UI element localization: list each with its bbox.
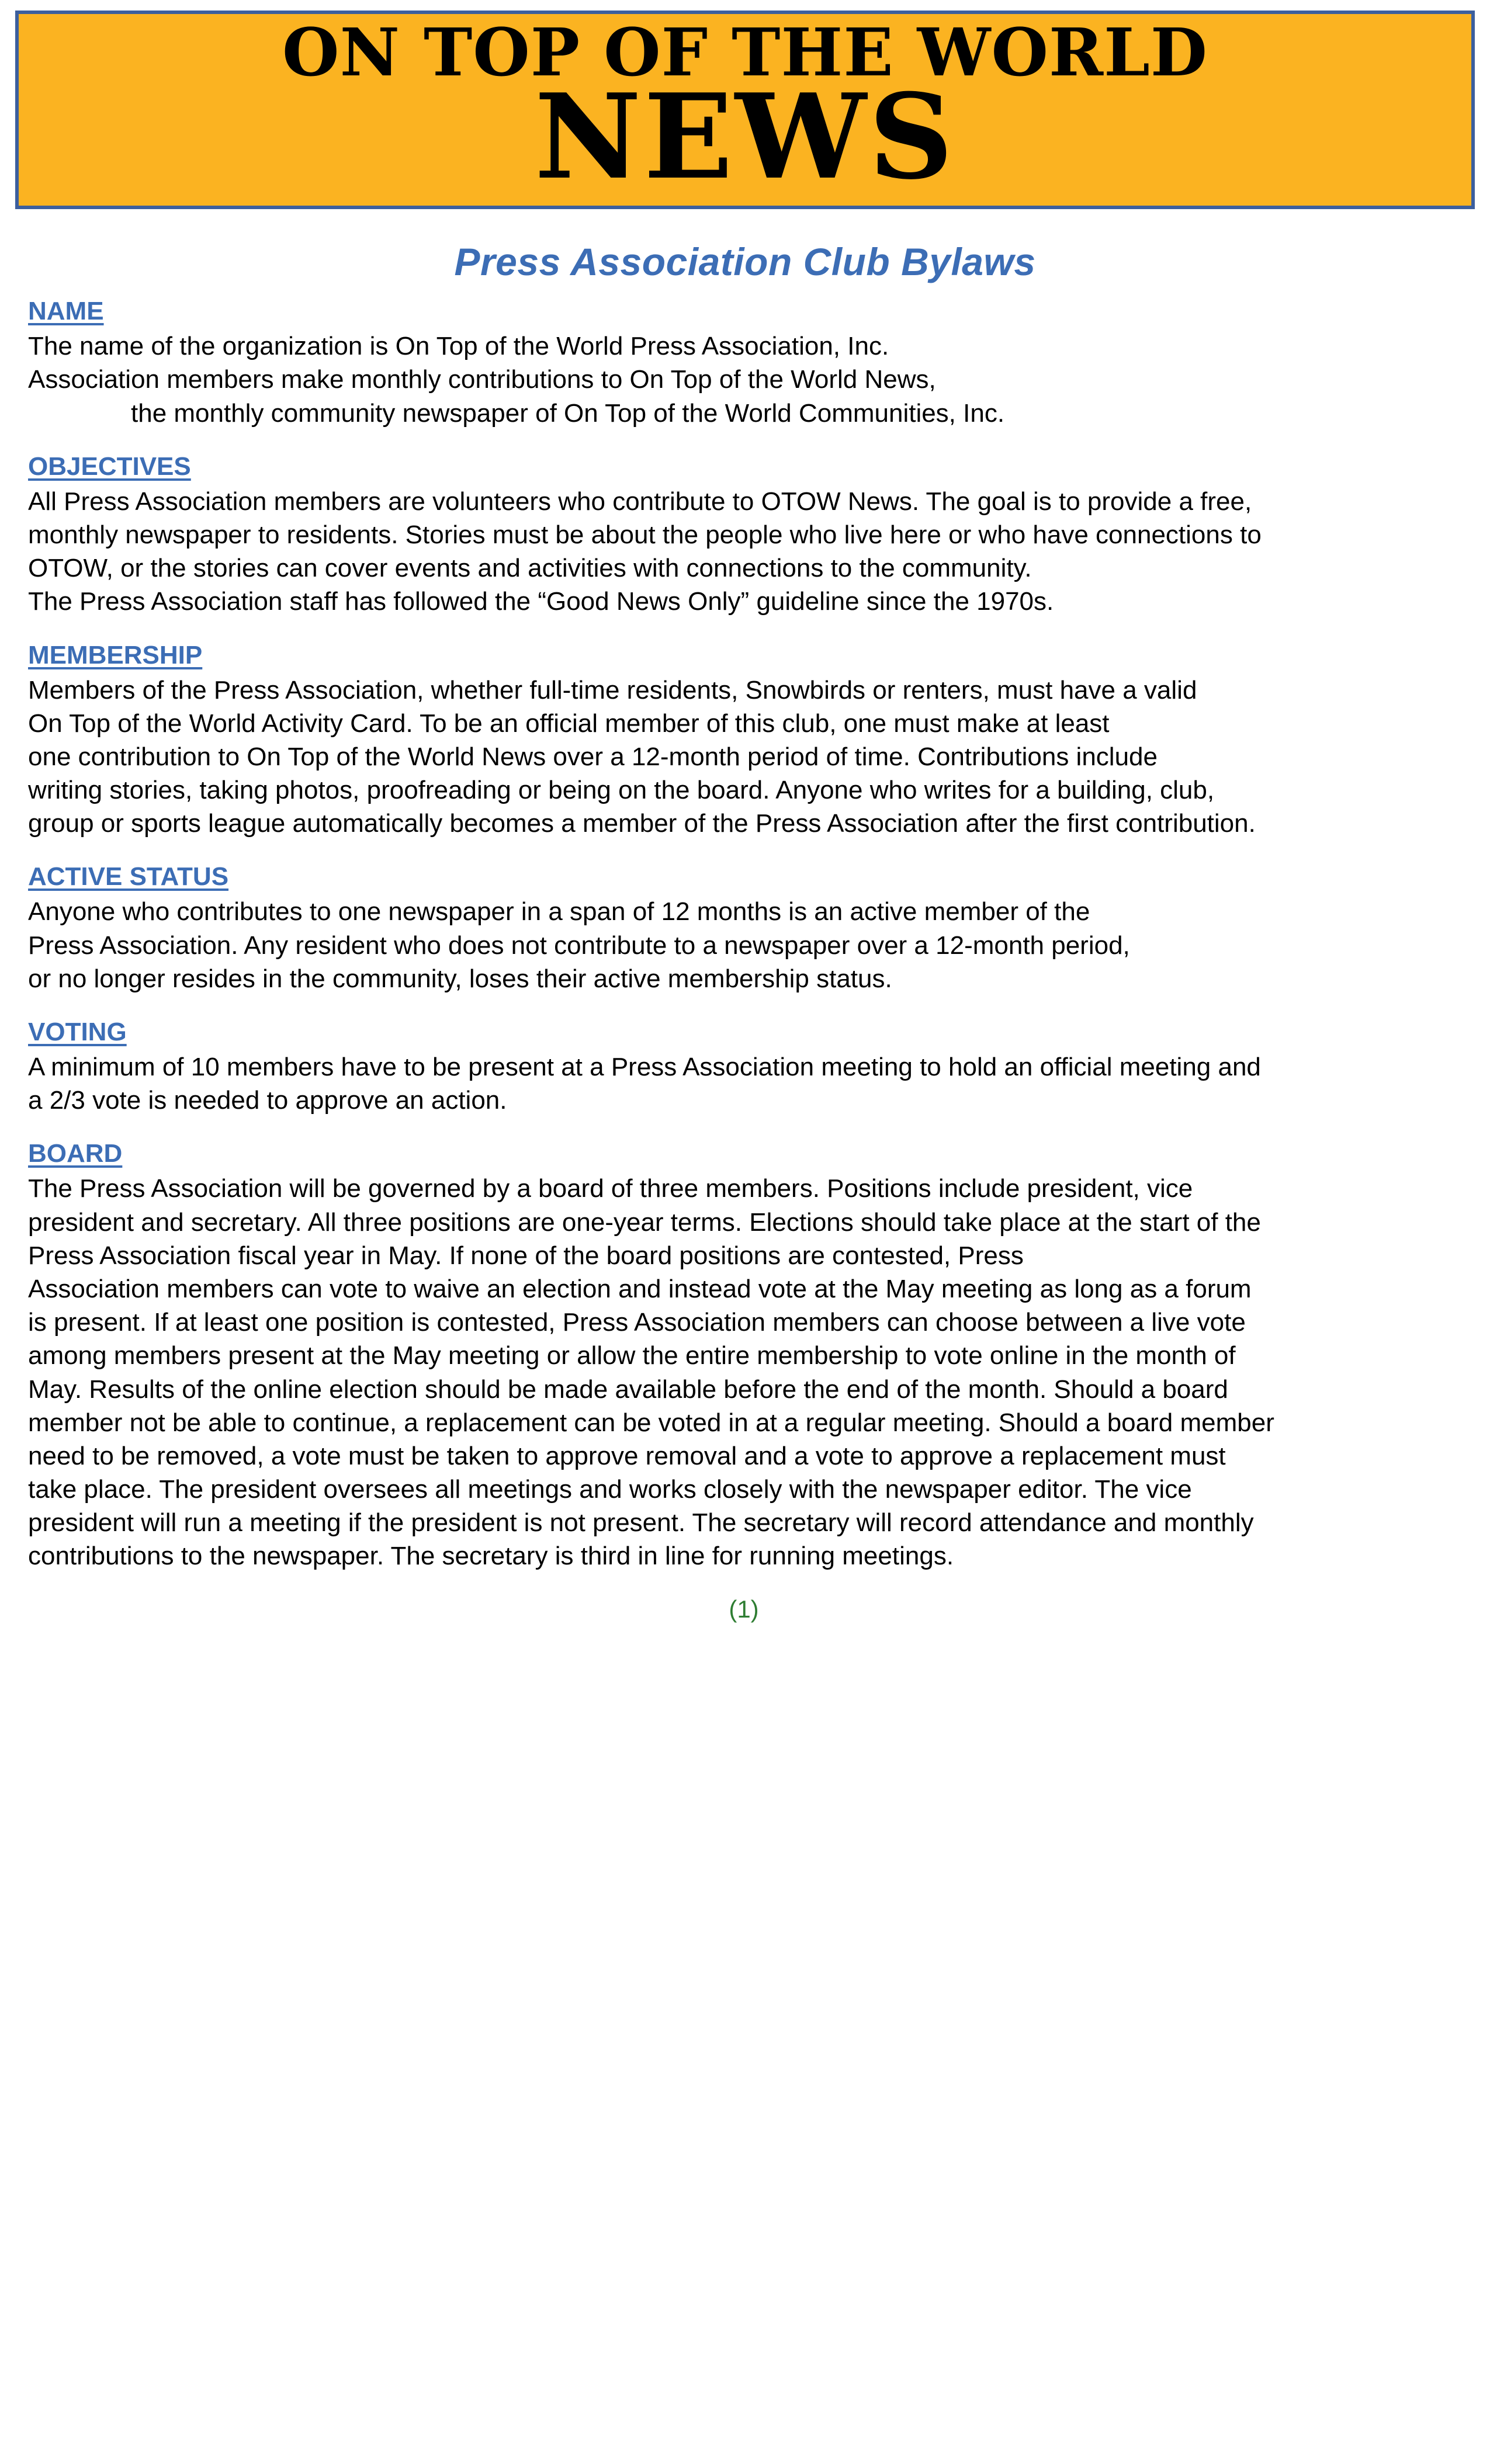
paragraph-line: The Press Association will be governed by a board of three members. Positions include president, vice — [28, 1174, 1193, 1203]
paragraph-line: or no longer resides in the community, loses their active membership status. — [28, 964, 892, 993]
paragraph-line: a 2/3 vote is needed to approve an action. — [28, 1086, 507, 1115]
masthead-title-line1: ON TOP OF THE WORLD — [282, 15, 1208, 91]
paragraph-line: president will run a meeting if the president is not present. The secretary will record attendance and monthly — [28, 1508, 1254, 1538]
masthead-banner — [15, 11, 1475, 209]
section-heading: NAME — [28, 297, 104, 326]
page-number: (1) — [729, 1595, 759, 1623]
paragraph-line: is present. If at least one position is contested, Press Association members can choose between a live vote — [28, 1308, 1246, 1337]
paragraph-line: need to be removed, a vote must be taken to approve removal and a vote to approve a replacement must — [28, 1441, 1226, 1470]
section-heading: BOARD — [28, 1139, 123, 1168]
paragraph-line: OTOW, or the stories can cover events and activities with connections to the community. — [28, 554, 1032, 583]
section-body — [28, 485, 1460, 619]
page-title: Press Association Club Bylaws — [454, 240, 1036, 284]
paragraph-line: A minimum of 10 members have to be present at a Press Association meeting to hold an official meeting and — [28, 1053, 1261, 1082]
paragraph-line: Press Association. Any resident who does not contribute to a newspaper over a 12-month period, — [28, 931, 1130, 960]
section-heading: ACTIVE STATUS — [28, 862, 229, 891]
paragraph-line: one contribution to On Top of the World News over a 12-month period of time. Contributions include — [28, 742, 1158, 771]
section-body — [28, 1050, 1460, 1117]
paragraph-line: group or sports league automatically becomes a member of the Press Association after the first contribution. — [28, 809, 1256, 838]
paragraph-line: Anyone who contributes to one newspaper in a span of 12 months is an active member of the — [28, 897, 1090, 926]
section-body — [28, 1172, 1460, 1573]
paragraph-line: May. Results of the online election should be made available before the end of the month. Should a board — [28, 1375, 1228, 1404]
section-board — [28, 1139, 1460, 1573]
section-heading: VOTING — [28, 1018, 127, 1047]
paragraph-line: Association members can vote to waive an election and instead vote at the May meeting as long as a forum — [28, 1274, 1252, 1303]
paragraph-line: The Press Association staff has followed the “Good News Only” guideline since the 1970s. — [28, 587, 1054, 616]
paragraph-line: Association members make monthly contributions to On Top of the World News, — [28, 365, 936, 394]
section-heading: OBJECTIVES — [28, 452, 191, 481]
section-active-status — [28, 862, 1460, 995]
paragraph-line: president and secretary. All three positions are one-year terms. Elections should take place at the start of the — [28, 1207, 1261, 1237]
document-body — [0, 297, 1490, 1623]
paragraph-line: monthly newspaper to residents. Stories must be about the people who live here or who have connections to — [28, 520, 1262, 549]
section-voting — [28, 1018, 1460, 1117]
paragraph-line: On Top of the World Activity Card. To be an official member of this club, one must make at least — [28, 709, 1110, 738]
paragraph-line: contributions to the newspaper. The secretary is third in line for running meetings. — [28, 1542, 954, 1571]
paragraph-line: The name of the organization is On Top of the World Press Association, Inc. — [28, 332, 889, 361]
paragraph-line: Members of the Press Association, whether full-time residents, Snowbirds or renters, must have a valid — [28, 675, 1197, 705]
section-body — [28, 329, 1460, 430]
paragraph-line: Press Association fiscal year in May. If none of the board positions are contested, Press — [28, 1241, 1024, 1270]
section-heading: MEMBERSHIP — [28, 640, 203, 669]
section-membership — [28, 641, 1460, 841]
paragraph-line: take place. The president oversees all meetings and works closely with the newspaper editor. The vice — [28, 1475, 1192, 1504]
masthead-title-line2: NEWS — [534, 68, 956, 206]
section-body — [28, 895, 1460, 995]
paragraph-line: the monthly community newspaper of On Top of the World Communities, Inc. — [131, 398, 1005, 428]
section-objectives — [28, 452, 1460, 619]
paragraph-line: writing stories, taking photos, proofreading or being on the board. Anyone who writes for a building, club, — [28, 776, 1215, 805]
paragraph-line: All Press Association members are volunteers who contribute to OTOW News. The goal is to provide a free, — [28, 487, 1252, 516]
section-body — [28, 674, 1460, 841]
paragraph-line: member not be able to continue, a replacement can be voted in at a regular meeting. Should a board member — [28, 1408, 1274, 1437]
paragraph-line: among members present at the May meeting or allow the entire membership to vote online in the month of — [28, 1341, 1236, 1370]
document-page — [0, 11, 1490, 2464]
section-name — [28, 297, 1460, 430]
